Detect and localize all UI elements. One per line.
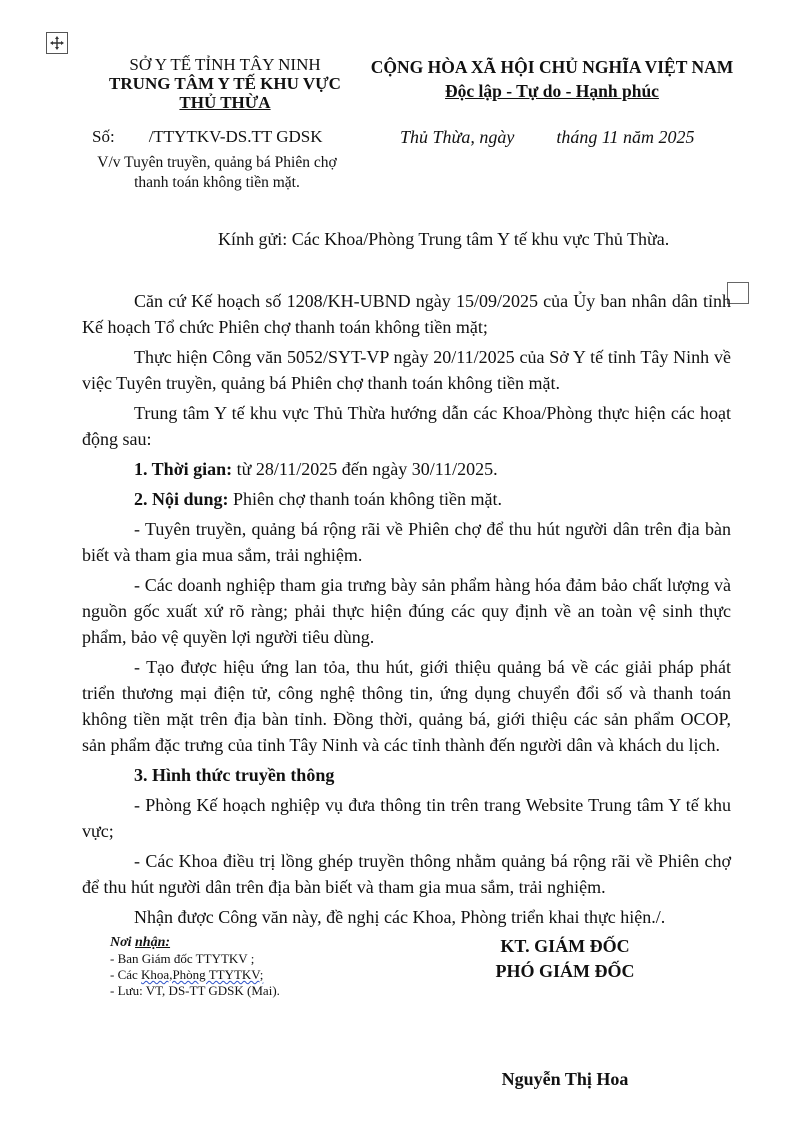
spellcheck-marked-text: Khoa,Phòng TTYTKV;: [141, 967, 264, 982]
section-time-text: từ 28/11/2025 đến ngày 30/11/2025.: [232, 459, 498, 479]
document-number-label: Số:: [92, 127, 115, 146]
subject-line2: thanh toán không tiền mặt.: [134, 174, 300, 191]
document-subject: [72, 153, 362, 193]
section-time: [82, 456, 731, 482]
recipients-title: Nơi nhận:: [110, 935, 171, 950]
document-date: [400, 127, 695, 148]
recipient-item: - Lưu: VT, DS-TT GDSK (Mai).: [110, 983, 280, 998]
paragraph-implementation: Thực hiện Công văn 5052/SYT-VP ngày 20/11/2025 của Sở Y tế tỉnh Tây Ninh về việc Tuyên truyền, quảng bá Phiên chợ thanh toán không tiền mặt.: [82, 347, 731, 393]
national-motto: Độc lập - Tự do - Hạnh phúc: [445, 81, 659, 101]
recipient-item: - Ban Giám đốc TTYTKV ;: [110, 951, 255, 966]
bullet-spread: - Tạo được hiệu ứng lan tỏa, thu hút, giới thiệu quảng bá về các giải pháp phát triển thương mại điện tử, công nghệ thông tin, ứng dụng chuyển đổi số và thanh toán không tiền mặt trên địa bàn tỉnh. Đồng thời, quảng bá, giới thiệu các sản phẩm OCOP, sản phẩm đặc trưng của tỉnh Tây Ninh và các tỉnh thành đến người dân và khách du lịch.: [82, 657, 731, 755]
agency-name: TRUNG TÂM Y TẾ KHU VỰC: [109, 74, 341, 93]
signature-block: [470, 934, 660, 984]
closing-line: Nhận được Công văn này, đề nghị các Khoa, Phòng triển khai thực hiện./.: [134, 907, 666, 927]
agency-header: [80, 55, 370, 112]
section-communication: [82, 762, 731, 788]
document-number-value: /TTYTKV-DS.TT GDSK: [148, 127, 323, 146]
section-time-label: 1. Thời gian:: [134, 459, 233, 479]
document-body: [82, 288, 731, 934]
national-title: CỘNG HÒA XÃ HỘI CHỦ NGHĨA VIỆT NAM: [370, 57, 734, 77]
subject-line1: V/v Tuyên truyền, quảng bá Phiên chợ: [97, 154, 337, 171]
section-communication-label: 3. Hình thức truyền thông: [134, 765, 335, 785]
recipient-line: Kính gửi: Các Khoa/Phòng Trung tâm Y tế khu vực Thủ Thừa.: [218, 229, 670, 249]
date-part2: tháng 11 năm 2025: [556, 127, 695, 147]
date-part1: Thủ Thừa, ngày: [400, 127, 515, 147]
signer-name: Nguyễn Thị Hoa: [501, 1069, 629, 1089]
section-content: [82, 486, 731, 512]
national-header: [352, 55, 752, 103]
table-move-handle[interactable]: [46, 32, 68, 54]
bullet-website: - Phòng Kế hoạch nghiệp vụ đưa thông tin trên trang Website Trung tâm Y tế khu vực;: [82, 795, 731, 841]
paragraph-guidance: Trung tâm Y tế khu vực Thủ Thừa hướng dẫn các Khoa/Phòng thực hiện các hoạt động sau:: [82, 403, 731, 449]
move-arrows-icon: [49, 35, 65, 51]
section-content-text: Phiên chợ thanh toán không tiền mặt.: [228, 489, 503, 509]
agency-location: THỦ THỪA: [179, 93, 271, 112]
signature-position: PHÓ GIÁM ĐỐC: [495, 961, 635, 981]
bullet-departments: - Các Khoa điều trị lồng ghép truyền thông nhằm quảng bá rộng rãi về Phiên chợ để thu hút người dân trên địa bàn biết và tham gia mua sắm, trải nghiệm.: [82, 851, 731, 897]
parent-agency: SỞ Y TẾ TỈNH TÂY NINH: [129, 55, 321, 74]
recipient-item: - Các Khoa,Phòng TTYTKV;: [110, 967, 264, 982]
bullet-businesses: - Các doanh nghiệp tham gia trưng bày sản phẩm hàng hóa đảm bảo chất lượng và nguồn gốc xuất xứ rõ ràng; phải thực hiện đúng các quy định về an toàn vệ sinh thực phẩm, bảo vệ quyền lợi người tiêu dùng.: [82, 575, 731, 647]
bullet-promotion: - Tuyên truyền, quảng bá rộng rãi về Phiên chợ để thu hút người dân trên địa bàn biết và tham gia mua sắm, trải nghiệm.: [82, 519, 731, 565]
paragraph-basis: Căn cứ Kế hoạch số 1208/KH-UBND ngày 15/09/2025 của Ủy ban nhân dân tỉnh Kế hoạch Tổ chức Phiên chợ thanh toán không tiền mặt;: [82, 291, 731, 337]
recipients-list: [110, 935, 280, 999]
signature-title: KT. GIÁM ĐỐC: [500, 936, 630, 956]
section-content-label: 2. Nội dung:: [134, 489, 229, 509]
document-number: [92, 127, 322, 147]
